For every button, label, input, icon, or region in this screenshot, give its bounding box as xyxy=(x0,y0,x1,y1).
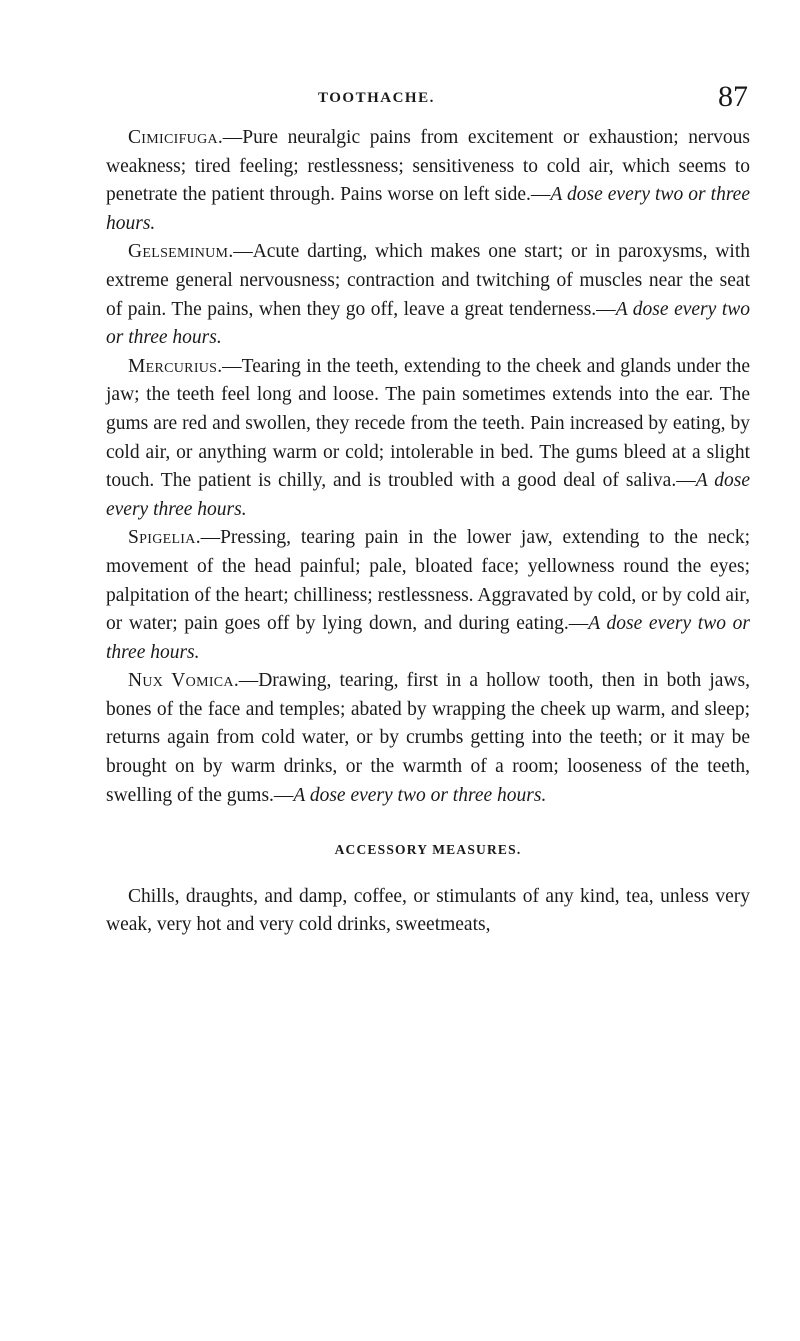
remedy-name: Gelseminum xyxy=(128,241,229,263)
section-heading: ACCESSORY MEASURES. xyxy=(334,842,522,858)
remedy-entry-nux-vomica xyxy=(106,667,750,810)
page-body xyxy=(106,124,750,940)
closing-paragraph: Chills, draughts, and damp, coffee, or stimulants of any kind, tea, unless very weak, very hot and very cold drinks, sweetmeats, xyxy=(106,885,750,936)
remedy-description: .—Pure neuralgic pains from excitement or exhaustion; nervous weakness; tired feeling; restlessness; sensitiveness to cold air, which seems to penetrate the patient through. Pains worse on left side.— xyxy=(106,127,750,206)
dose-instruction: A dose every two or three hours. xyxy=(106,613,750,663)
remedy-name: Nux Vomica xyxy=(128,670,234,692)
remedy-entry-mercurius xyxy=(106,353,750,525)
dose-instruction: A dose every two or three hours. xyxy=(106,298,751,349)
page-number: 87 xyxy=(718,80,748,113)
remedy-description: .—Drawing, tearing, first in a hollow tooth, then in both jaws, bones of the face and temples; abated by wrapping the cheek up warm, and sleep; returns again from cold water, or by crumbs getting into the teeth; or it may be brought on by warm drinks, or the warmth of a room; looseness of the teeth, swelling of the gums.— xyxy=(106,670,751,806)
remedy-entry-cimicifuga xyxy=(106,124,750,238)
running-head xyxy=(108,80,748,120)
remedy-name: Cimicifuga xyxy=(128,127,218,148)
remedy-name: Spigelia xyxy=(128,527,196,549)
remedy-entry-gelseminum xyxy=(106,238,750,352)
remedy-description: .—Acute darting, which makes one start; or in paroxysms, with extreme general nervousness; contraction and twitching of muscles near the seat of pain. The pains, when they go off, leave a great tenderness.— xyxy=(106,241,750,320)
remedy-name: Mercurius xyxy=(128,355,218,377)
running-title: TOOTHACHE. xyxy=(318,90,435,106)
remedy-description: .—Tearing in the teeth, extending to the cheek and glands under the jaw; the teeth feel long and loose. The pain sometimes extends into the ear. The gums are red and swollen, they recede from the teeth. Pain increased by eating, by cold air, or anything warm or cold; intolerable in bed. The gums bleed at a slight touch. The patient is chilly, and is troubled with a good deal of saliva.— xyxy=(106,355,750,492)
remedy-entry-spigelia xyxy=(106,524,750,667)
dose-instruction: A dose every two or three hours. xyxy=(106,184,750,234)
remedy-description: .—Pressing, tearing pain in the lower jaw, extending to the neck; movement of the head painful; pale, bloated face; yellowness round the eyes; palpitation of the heart; chilliness; restlessness. Aggravated by cold, or by cold air, or water; pain goes off by lying down, and during eating.— xyxy=(106,527,750,635)
dose-instruction: A dose every two or three hours. xyxy=(293,784,547,806)
dose-instruction: A dose every three hours. xyxy=(106,470,750,520)
